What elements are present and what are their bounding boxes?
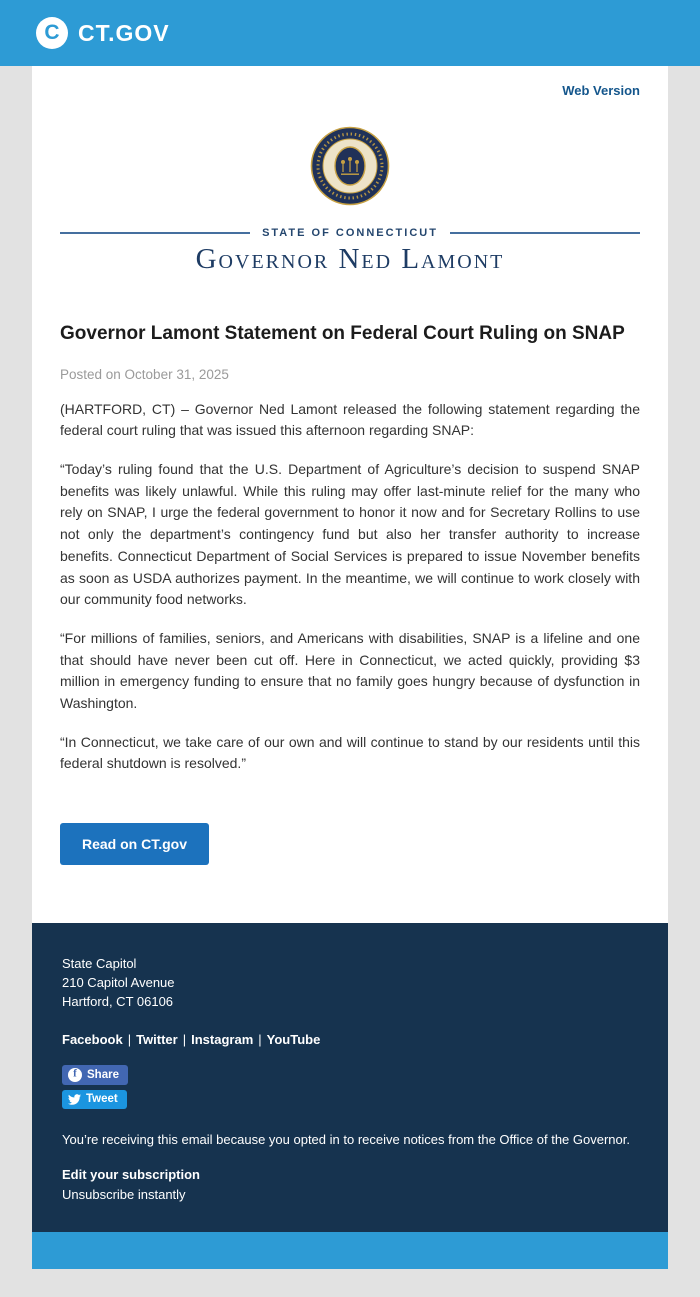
bottom-gap (0, 1269, 700, 1297)
footer-twitter-link[interactable]: Twitter (136, 1031, 178, 1047)
social-separator: | (127, 1031, 132, 1047)
rule-left (60, 232, 250, 234)
ct-state-seal-icon (310, 126, 390, 206)
footer-facebook-link[interactable]: Facebook (62, 1031, 123, 1047)
rule-right (450, 232, 640, 234)
tweet-label: Tweet (86, 1093, 118, 1106)
seal-wrap (60, 126, 640, 211)
address-line-1: State Capitol (62, 956, 137, 971)
facebook-icon: f (68, 1068, 82, 1082)
ctgov-logo-icon (36, 17, 68, 49)
state-of-connecticut-rule (60, 227, 640, 239)
tweet-button[interactable] (62, 1090, 127, 1109)
email-column (0, 66, 700, 1269)
social-separator: | (182, 1031, 187, 1047)
paragraph-4: “In Connecticut, we take care of our own and will continue to stand by our residents until this federal shutdown is resolved.” (60, 733, 640, 772)
social-separator: | (258, 1031, 262, 1047)
address-line-3: Hartford, CT 06106 (62, 993, 174, 1009)
brand-text: CT.GOV (78, 19, 170, 46)
paragraph-1: (HARTFORD, CT) – Governor Ned Lamont released the following statement regarding the federal court ruling that was issued this afternoon regarding SNAP: (60, 400, 640, 439)
paragraph-2: “Today’s ruling found that the U.S. Department of Agriculture’s decision to suspend SNAP benefits was likely unlawful. While this ruling may offer last-minute relief for the many who rely on SNAP, I urge the federal government to honor it now and for Secretary Rollins to use not only the department’s contingency fund but also her transfer authority to increase benefits. Connecticut Department of Social Services is prepared to issue November benefits as soon as USDA authorizes payment. In the meantime, we will continue to work closely with our community food networks. (60, 461, 640, 608)
posted-date: Posted on October 31, 2025 (60, 366, 229, 382)
bottom-bar (32, 1232, 668, 1269)
web-version-link[interactable]: Web Version (562, 83, 640, 98)
social-links-row (62, 1032, 638, 1047)
email-footer (32, 923, 668, 1232)
facebook-share-button[interactable] (62, 1065, 128, 1085)
share-buttons (62, 1065, 638, 1109)
footer-youtube-link[interactable]: YouTube (266, 1031, 321, 1047)
unsubscribe-link[interactable]: Unsubscribe instantly (62, 1187, 186, 1203)
edit-subscription-link[interactable]: Edit your subscription (62, 1167, 200, 1183)
twitter-bird-icon (68, 1093, 81, 1106)
governor-name: Governor Ned Lamont (195, 243, 505, 275)
topbar (0, 0, 700, 66)
facebook-share-label: Share (87, 1068, 119, 1081)
ctgov-brand[interactable] (36, 17, 170, 49)
state-of-connecticut-label: STATE OF CONNECTICUT (262, 227, 438, 239)
email-body-card (32, 66, 668, 923)
read-on-ctgov-button[interactable]: Read on CT.gov (60, 823, 209, 865)
paragraph-3: “For millions of families, seniors, and Americans with disabilities, SNAP is a lifeline and one that should have never been cut off. Here in Connecticut, we acted quickly, providing $3 million in emergency funding to ensure that no family goes hungry because of dysfunction in Washington. (60, 629, 640, 711)
article-title: Governor Lamont Statement on Federal Court Ruling on SNAP (60, 323, 625, 344)
web-version-row (60, 80, 640, 100)
subscription-disclaimer: You’re receiving this email because you opted in to receive notices from the Office of the Governor. (62, 1131, 630, 1147)
footer-instagram-link[interactable]: Instagram (191, 1031, 254, 1047)
address-line-2: 210 Capitol Avenue (62, 974, 175, 990)
ctgov-logo-letter: C (44, 20, 60, 44)
